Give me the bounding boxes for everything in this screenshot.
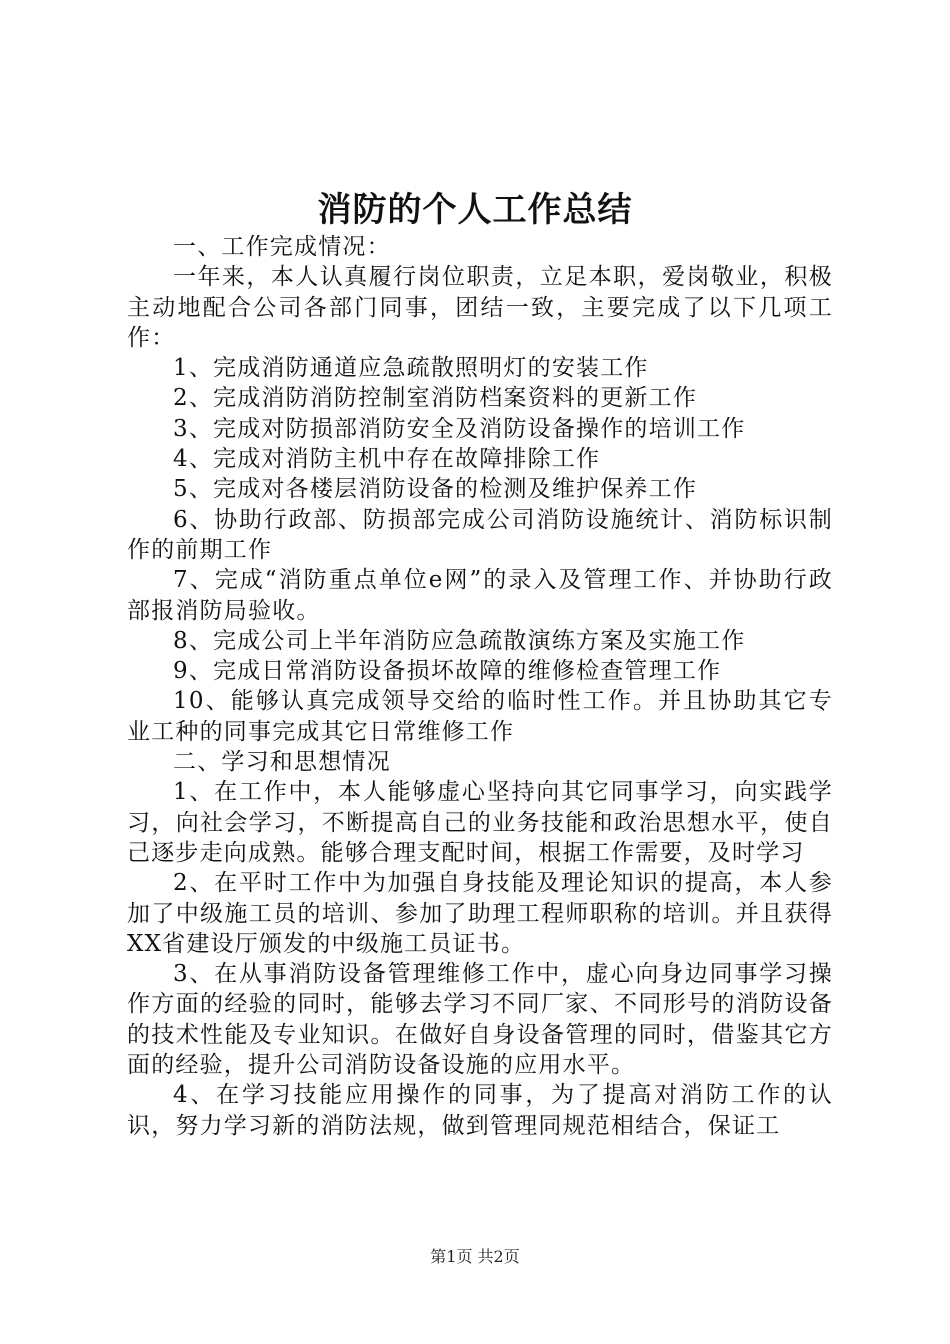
list-item: 7、完成“消防重点单位e网”的录入及管理工作、并协助行政部报消防局验收。 xyxy=(127,567,833,624)
page-footer: 第1页 共2页 xyxy=(430,1247,520,1266)
document-title: 消防的个人工作总结 xyxy=(317,190,633,230)
list-item: 3、完成对防损部消防安全及消防设备操作的培训工作 xyxy=(173,415,746,442)
paragraph: 4、在学习技能应用操作的同事，为了提高对消防工作的认识，努力学习新的消防法规，做到管理同规范相结合，保证工 xyxy=(127,1082,833,1139)
list-item: 4、完成对消防主机中存在故障排除工作 xyxy=(173,446,601,473)
section-heading: 一、工作完成情况： xyxy=(173,234,391,260)
list-item: 9、完成日常消防设备损坏故障的维修检查管理工作 xyxy=(173,658,722,685)
list-item: 8、完成公司上半年消防应急疏散演练方案及实施工作 xyxy=(173,627,746,654)
list-item: 6、协助行政部、防损部完成公司消防设施统计、消防标识制作的前期工作 xyxy=(127,506,833,563)
list-item: 1、完成消防通道应急疏散照明灯的安装工作 xyxy=(173,355,649,382)
document-body xyxy=(127,232,833,1141)
paragraph: 3、在从事消防设备管理维修工作中，虚心向身边同事学习操作方面的经验的同时，能够去学习不同厂家、不同形号的消防设备的技术性能及专业知识。在做好自身设备管理的同时，借鉴其它方面的经验，提升公司消防设备设施的应用水平。 xyxy=(127,961,833,1079)
list-item: 2、完成消防消防控制室消防档案资料的更新工作 xyxy=(173,385,698,412)
paragraph: 1、在工作中，本人能够虚心坚持向其它同事学习，向实践学习，向社会学习，不断提高自己的业务技能和政治思想水平，使自己逐步走向成熟。能够合理支配时间，根据工作需要，及时学习 xyxy=(127,779,833,866)
section-heading: 二、学习和思想情况 xyxy=(173,749,391,776)
paragraph: 一年来，本人认真履行岗位职责，立足本职，爱岗敬业，积极主动地配合公司各部门同事，团结一致，主要完成了以下几项工作： xyxy=(127,264,833,351)
paragraph: 2、在平时工作中为加强自身技能及理论知识的提高，本人参加了中级施工员的培训、参加了助理工程师职称的培训。并且获得XX省建设厅颁发的中级施工员证书。 xyxy=(127,870,833,957)
list-item: 5、完成对各楼层消防设备的检测及维护保养工作 xyxy=(173,476,698,503)
list-item: 10、能够认真完成领导交给的临时性工作。并且协助其它专业工种的同事完成其它日常维修工作 xyxy=(127,688,833,745)
